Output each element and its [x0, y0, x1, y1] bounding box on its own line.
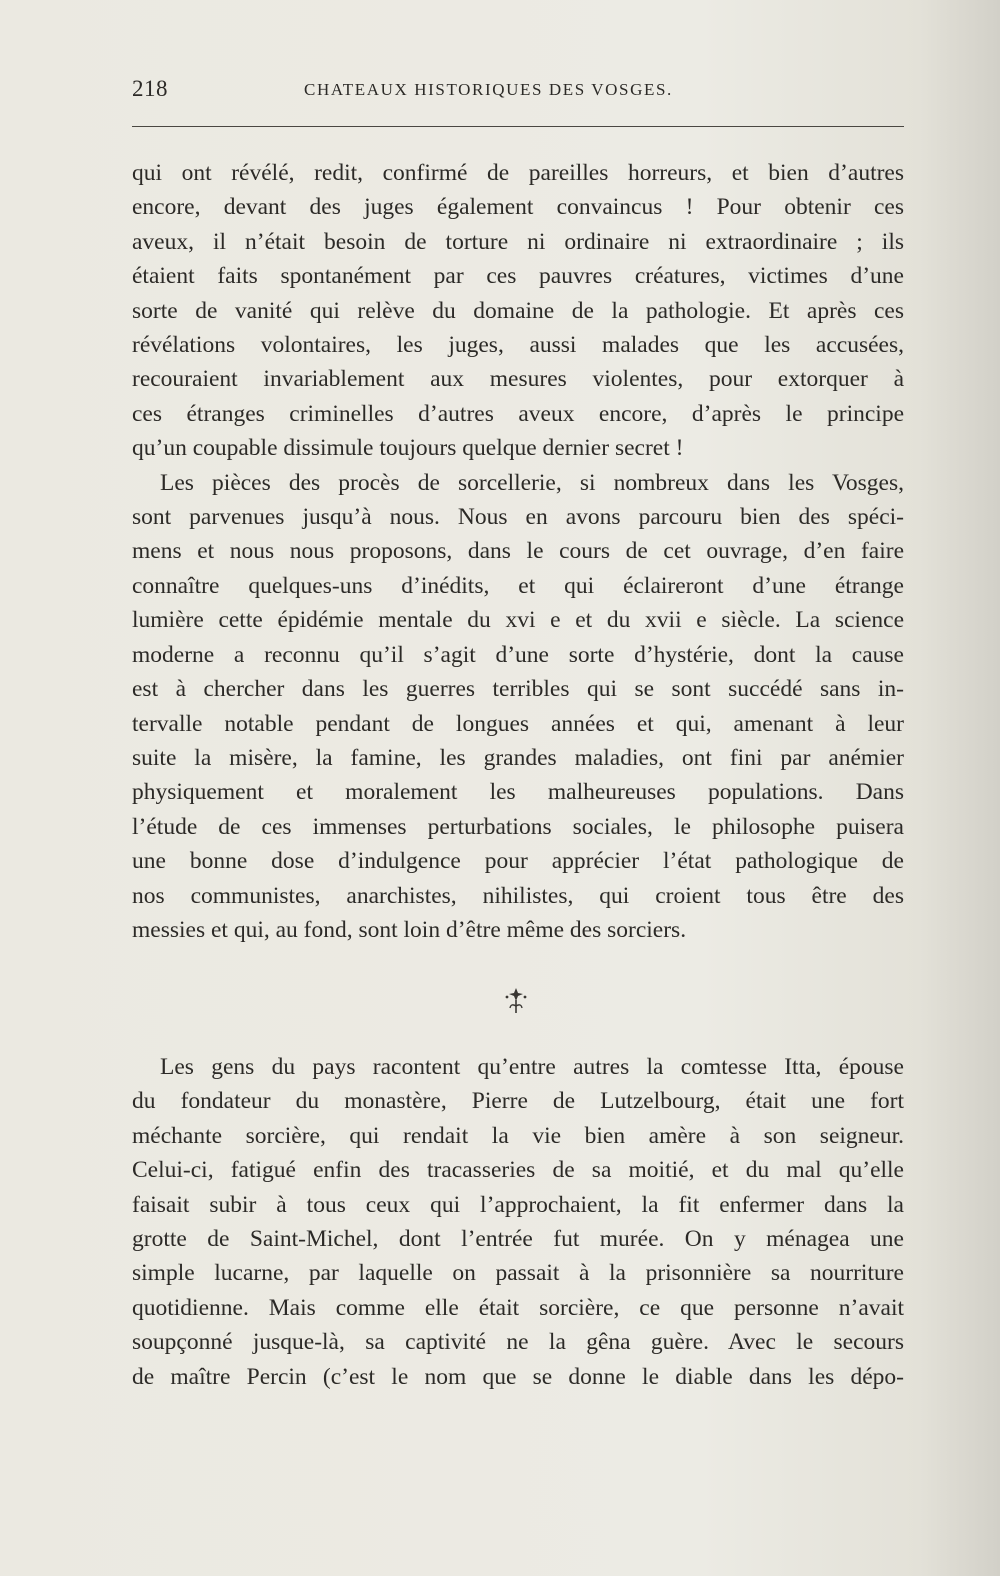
paragraph: [132, 466, 904, 948]
running-title: CHATEAUX HISTORIQUES DES VOSGES.: [304, 80, 673, 99]
text-line: soupçonné jusque-là, sa captivité ne la gêna guère. Avec le secours: [132, 1329, 904, 1356]
text-line: du fondateur du monastère, Pierre de Lutzelbourg, était une fort: [132, 1088, 904, 1115]
text-line: recouraient invariablement aux mesures violentes, pour extorquer à: [132, 366, 904, 393]
text-line: sorte de vanité qui relève du domaine de la pathologie. Et après ces: [132, 297, 904, 324]
text-line: nos communistes, anarchistes, nihilistes, qui croient tous être des: [132, 882, 904, 909]
text-line: connaître quelques-uns d’inédits, et qui éclaireront d’une étrange: [132, 572, 904, 599]
text-line: Celui-ci, fatigué enfin des tracasseries de sa moitié, et du mal qu’elle: [132, 1157, 904, 1184]
text-line: messies et qui, au fond, sont loin d’être même des sorciers.: [132, 916, 687, 943]
text-line: révélations volontaires, les juges, aussi malades que les accusées,: [132, 332, 904, 359]
text-line: sont parvenues jusqu’à nous. Nous en avons parcouru bien des spéci-: [132, 504, 904, 531]
text-line: étaient faits spontanément par ces pauvres créatures, victimes d’une: [132, 263, 904, 290]
text-line: simple lucarne, par laquelle on passait à la prisonnière sa nourriture: [132, 1260, 904, 1287]
text-line: quotidienne. Mais comme elle était sorcière, ce que personne n’avait: [132, 1294, 904, 1321]
text-line: qui ont révélé, redit, confirmé de pareilles horreurs, et bien d’autres: [132, 160, 904, 186]
text-line: aveux, il n’était besoin de torture ni ordinaire ni extraordinaire ; ils: [132, 228, 904, 255]
text-line: Les pièces des procès de sorcellerie, si nombreux dans les Vosges,: [160, 469, 904, 496]
page-header: [132, 76, 904, 108]
text-line: méchante sorcière, qui rendait la vie bien amère à son seigneur.: [132, 1122, 904, 1149]
header-rule: [132, 126, 904, 127]
fleuron-ornament-icon: [504, 986, 528, 1016]
text-line: est à chercher dans les guerres terribles qui se sont succédé sans in-: [132, 676, 904, 703]
paragraph: [132, 156, 904, 466]
text-line: de maître Percin (c’est le nom que se donne le diable dans les dépo-: [132, 1363, 904, 1390]
text-line: grotte de Saint-Michel, dont l’entrée fut murée. On y ménagea une: [132, 1226, 904, 1253]
text-line: une bonne dose d’indulgence pour apprécier l’état pathologique de: [132, 848, 904, 875]
text-line: moderne a reconnu qu’il s’agit d’une sorte d’hystérie, dont la cause: [132, 641, 904, 668]
text-line: lumière cette épidémie mentale du xvi e et du xvii e siècle. La science: [132, 607, 904, 634]
text-line: physiquement et moralement les malheureuses populations. Dans: [132, 779, 904, 806]
text-line: suite la misère, la famine, les grandes maladies, ont fini par anémier: [132, 744, 904, 771]
text-line: faisait subir à tous ceux qui l’approchaient, la fit enfermer dans la: [132, 1191, 904, 1218]
text-line: Les gens du pays racontent qu’entre autres la comtesse Itta, épouse: [160, 1054, 904, 1080]
body-text-lower: [132, 1050, 904, 1394]
paragraph: [132, 1050, 904, 1394]
text-line: mens et nous nous proposons, dans le cours de cet ouvrage, d’en faire: [132, 538, 904, 565]
text-line: tervalle notable pendant de longues années et qui, amenant à leur: [132, 710, 904, 737]
text-line: l’étude de ces immenses perturbations sociales, le philosophe puisera: [132, 813, 904, 840]
text-line: qu’un coupable dissimule toujours quelque dernier secret !: [132, 435, 684, 462]
text-line: encore, devant des juges également convaincus ! Pour obtenir ces: [132, 194, 904, 221]
body-text-upper: [132, 156, 904, 947]
text-line: ces étranges criminelles d’autres aveux encore, d’après le principe: [132, 400, 904, 427]
page-number: 218: [132, 76, 168, 101]
